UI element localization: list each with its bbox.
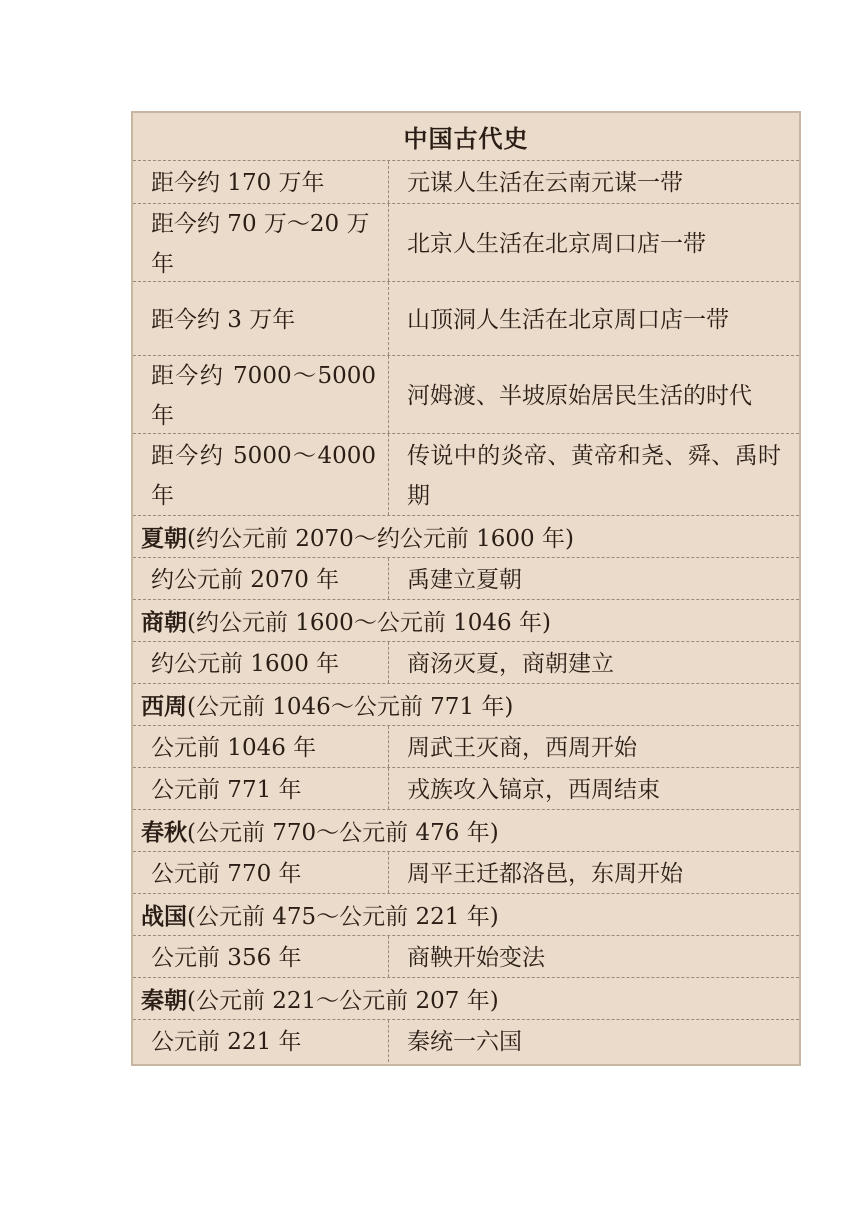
period-name: 春秋 (141, 819, 187, 846)
table-row (133, 282, 799, 356)
event-text: 元谋人生活在云南元谋一带 (407, 170, 683, 196)
table-row (133, 356, 799, 434)
event-text: 山顶洞人生活在北京周口店一带 (407, 306, 729, 333)
event-text: 戎族攻入镐京，西周结束 (407, 776, 660, 803)
table-title: 中国古代史 (133, 113, 799, 161)
event-text: 秦统一六国 (407, 1029, 522, 1055)
event-text: 商鞅开始变法 (407, 944, 545, 971)
period-name: 西周 (141, 693, 187, 720)
event-text: 禹建立夏朝 (407, 566, 522, 593)
date-text: 距今约 70 万～20 万年 (151, 210, 370, 277)
table-row (133, 768, 799, 810)
table-row (133, 936, 799, 978)
date-cell (133, 204, 389, 281)
event-cell (389, 936, 799, 977)
event-cell (389, 356, 799, 433)
period-range: (约公元前 1600～公元前 1046 年) (187, 610, 551, 636)
event-text: 周平王迁都洛邑，东周开始 (407, 860, 683, 887)
date-cell (133, 936, 389, 977)
table-row (133, 558, 799, 600)
period-header-row (133, 894, 799, 936)
date-text: 公元前 771 年 (151, 776, 302, 803)
period-header-row (133, 978, 799, 1020)
event-cell (389, 1020, 799, 1062)
event-text: 商汤灭夏，商朝建立 (407, 650, 614, 677)
table-row (133, 204, 799, 282)
date-cell (133, 768, 389, 809)
date-cell (133, 434, 389, 515)
event-cell (389, 642, 799, 683)
event-cell (389, 434, 799, 515)
date-text: 约公元前 1600 年 (151, 650, 340, 677)
period-header-row (133, 684, 799, 726)
date-text: 公元前 356 年 (151, 944, 302, 971)
date-text: 公元前 1046 年 (151, 734, 317, 761)
date-text: 距今约 5000～4000 年 (151, 442, 376, 509)
period-name: 商朝 (141, 609, 187, 636)
history-table (131, 111, 801, 1066)
date-text: 距今约 7000～5000 年 (151, 362, 376, 429)
period-range: (公元前 475～公元前 221 年) (187, 904, 499, 930)
event-text: 北京人生活在北京周口店一带 (407, 230, 706, 257)
table-row (133, 1020, 799, 1062)
date-cell (133, 726, 389, 767)
date-text: 距今约 3 万年 (151, 306, 296, 333)
table-row (133, 642, 799, 684)
date-cell (133, 1020, 389, 1062)
period-header-row (133, 600, 799, 642)
period-header-row (133, 810, 799, 852)
date-cell (133, 558, 389, 599)
event-cell (389, 558, 799, 599)
period-range: (公元前 1046～公元前 771 年) (187, 694, 514, 720)
date-text: 距今约 170 万年 (151, 170, 325, 196)
event-cell (389, 282, 799, 355)
table-row (133, 434, 799, 516)
date-text: 公元前 221 年 (151, 1029, 302, 1055)
period-range: (公元前 770～公元前 476 年) (187, 820, 499, 846)
table-row (133, 852, 799, 894)
period-header-row (133, 516, 799, 558)
event-cell (389, 768, 799, 809)
event-text: 河姆渡、半坡原始居民生活的时代 (407, 382, 752, 409)
period-name: 秦朝 (141, 987, 187, 1014)
date-cell (133, 642, 389, 683)
event-cell (389, 726, 799, 767)
event-cell (389, 161, 799, 203)
date-text: 公元前 770 年 (151, 860, 302, 887)
date-cell (133, 282, 389, 355)
period-range: (约公元前 2070～约公元前 1600 年) (187, 526, 574, 552)
event-text: 周武王灭商，西周开始 (407, 734, 637, 761)
event-text: 传说中的炎帝、黄帝和尧、舜、禹时期 (407, 442, 781, 509)
date-cell (133, 161, 389, 203)
date-cell (133, 852, 389, 893)
date-text: 约公元前 2070 年 (151, 566, 340, 593)
event-cell (389, 204, 799, 281)
period-name: 夏朝 (141, 525, 187, 552)
date-cell (133, 356, 389, 433)
table-row (133, 161, 799, 204)
period-name: 战国 (141, 903, 187, 930)
table-row (133, 726, 799, 768)
period-range: (公元前 221～公元前 207 年) (187, 988, 499, 1014)
event-cell (389, 852, 799, 893)
